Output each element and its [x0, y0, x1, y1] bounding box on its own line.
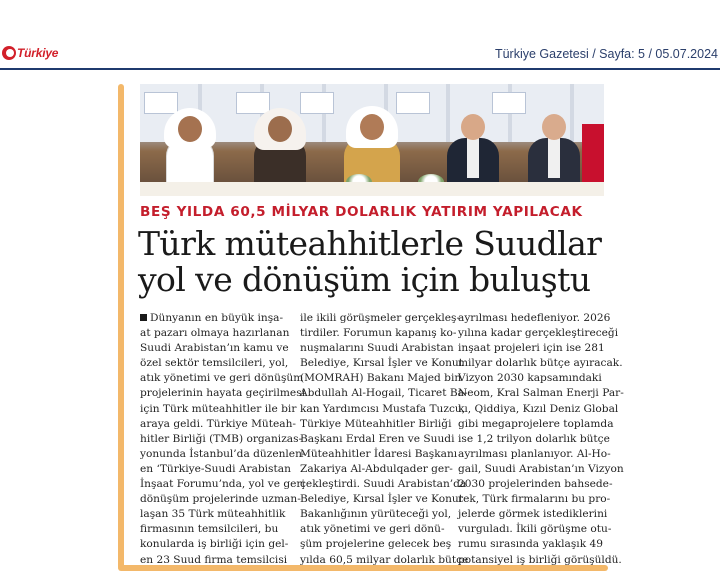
- body-line-text: ayrılması planlanıyor. Al-Ho-: [458, 447, 611, 460]
- body-line-text: en ‘Türkiye-Suudi Arabistan: [140, 462, 291, 475]
- body-line-text: Suudi Arabistan’ın kamu ve: [140, 342, 289, 355]
- photo-person: [160, 98, 220, 188]
- body-line-text: kı, Qiddiya, Kızıl Deniz Global: [458, 402, 619, 415]
- body-line-text: yılına kadar gerçekleştireceği: [458, 327, 619, 340]
- body-line: [300, 311, 461, 326]
- body-line: [140, 447, 306, 462]
- body-line-text: Dünyanın en büyük inşa-: [150, 312, 284, 324]
- body-line-text: Belediye, Kırsal İşler ve Konut: [300, 493, 463, 506]
- body-line: [140, 341, 292, 356]
- body-line: [300, 326, 457, 341]
- body-line-text: rumu sırasında yaklaşık 49: [458, 538, 603, 551]
- body-line-text: milyar dolarlık bütçe ayıracak.: [458, 357, 623, 370]
- body-line-text: Neom, Kral Salman Enerji Par-: [458, 387, 624, 400]
- body-line: [300, 462, 453, 477]
- body-line: [300, 492, 463, 507]
- body-line: [300, 432, 455, 447]
- body-line-text: laşan 35 Türk müteahhitlik: [140, 508, 286, 521]
- page-header: [0, 0, 720, 72]
- body-line: [458, 522, 612, 537]
- newspaper-logo: [2, 46, 58, 60]
- body-line: [300, 386, 468, 401]
- source-line: Türkiye Gazetesi / Sayfa: 5 / 05.07.2024: [494, 47, 718, 61]
- body-line: [140, 477, 305, 492]
- article-kicker: BEŞ YILDA 60,5 MİLYAR DOLARLIK YATIRIM YAPILACAK: [140, 204, 583, 220]
- body-line-text: atık yönetimi ve geri dönü-: [300, 523, 445, 536]
- body-line: [140, 356, 292, 371]
- body-line: [300, 553, 469, 568]
- header-rule: [0, 68, 720, 70]
- body-line: [140, 522, 292, 537]
- body-line: [300, 417, 450, 432]
- body-line: [140, 417, 297, 432]
- body-line-text: özel sektör temsilcileri, yol,: [140, 357, 289, 370]
- body-line: [140, 432, 303, 447]
- body-line-text: ise 1,2 trilyon dolarlık bütçe: [458, 432, 610, 445]
- body-column-2: [300, 311, 469, 568]
- body-line-text: yılda 60,5 milyar dolarlık bütçe: [300, 553, 469, 566]
- body-line: [140, 311, 292, 326]
- body-line-text: Türkiye Müteahhitler Birliği: [300, 417, 452, 430]
- body-line: [300, 507, 450, 522]
- body-line: [300, 402, 466, 417]
- body-line-text: Abdullah Al-Hogail, Ticaret Ba-: [300, 387, 468, 400]
- photo-person: [445, 104, 501, 188]
- body-line: [458, 356, 623, 371]
- body-line-text: ile ikili görüşmeler gerçekleş-: [300, 312, 461, 324]
- body-line: [458, 553, 622, 568]
- body-line: [458, 507, 608, 522]
- body-line-text: gail, Suudi Arabistan’ın Vizyon: [458, 462, 624, 475]
- body-line: [458, 477, 613, 492]
- body-line: [300, 356, 463, 371]
- body-line-text: jelerde görmek istediklerini: [458, 508, 608, 521]
- body-line: [458, 462, 624, 477]
- body-line-text: Zakariya Al-Abdulqader ger-: [300, 462, 453, 475]
- title-line: yol ve dönüşüm için buluştu: [138, 260, 591, 299]
- body-line-text: İnşaat Forumu’nda, yol ve geri: [140, 478, 305, 491]
- article-photo: [140, 84, 604, 196]
- body-line: [140, 553, 292, 568]
- body-line-text: için Türk müteahhitler ile bir: [140, 402, 297, 415]
- body-line: [300, 447, 458, 462]
- body-line-text: Bakanlığının yürüteceği yol,: [300, 508, 452, 521]
- body-line-text: gibi megaprojelere toplamda: [458, 417, 614, 430]
- body-line-text: Başkanı Erdal Eren ve Suudi: [300, 432, 455, 445]
- body-line-text: potansiyel iş birliği görüşüldü.: [458, 553, 622, 566]
- body-line: [458, 326, 619, 341]
- body-line-text: rek, Türk firmalarını bu pro-: [458, 493, 611, 506]
- body-line: [140, 462, 292, 477]
- body-line: [458, 432, 608, 447]
- body-line: [300, 522, 450, 537]
- body-line: [140, 371, 304, 386]
- body-line: [458, 417, 614, 432]
- logo-text: Türkiye: [17, 46, 59, 60]
- body-line: [458, 492, 611, 507]
- body-line-text: nuşmalarını Suudi Arabistan: [300, 342, 454, 355]
- photo-person: [340, 96, 404, 188]
- body-line-text: Vizyon 2030 kapsamındaki: [458, 372, 602, 385]
- body-line: [458, 386, 624, 401]
- body-line: [458, 402, 619, 417]
- body-line-text: ayrılması hedefleniyor. 2026: [458, 312, 611, 324]
- body-line-text: at pazarı olmaya hazırlanan: [140, 327, 290, 340]
- body-line-text: (MOMRAH) Bakanı Majed bin: [300, 372, 462, 385]
- paragraph-start-square-icon: [140, 314, 147, 321]
- body-line-text: inşaat projeleri için ise 281: [458, 342, 605, 355]
- body-line: [458, 371, 608, 386]
- frame-left-border: [118, 84, 124, 570]
- body-line: [300, 537, 450, 552]
- body-column-3: [458, 311, 624, 568]
- body-line-text: çekleştirdi. Suudi Arabistan’da: [300, 478, 467, 491]
- title-line: Türk müteahhitlerle Suudlar: [138, 224, 602, 263]
- photo-table: [140, 182, 604, 196]
- body-line: [458, 447, 611, 462]
- body-line: [300, 341, 454, 356]
- body-line-text: konularda iş birliği için gel-: [140, 538, 289, 551]
- body-line: [140, 402, 297, 417]
- body-line: [140, 326, 292, 341]
- body-line-text: araya geldi. Türkiye Müteah-: [140, 417, 297, 430]
- body-line: [458, 341, 608, 356]
- body-line-text: 2030 projelerinden bahsede-: [458, 478, 613, 491]
- body-line: [458, 311, 611, 326]
- body-line: [458, 537, 608, 552]
- body-line-text: şüm projelerine gelecek beş: [300, 538, 452, 551]
- body-line-text: kan Yardımcısı Mustafa Tuzcu,: [300, 402, 466, 415]
- body-line: [140, 386, 306, 401]
- body-line-text: Belediye, Kırsal İşler ve Konut: [300, 357, 463, 370]
- body-line-text: dönüşüm projelerinde uzman-: [140, 493, 301, 506]
- body-line-text: atık yönetimi ve geri dönüşüm: [140, 372, 304, 385]
- article-title: [138, 226, 612, 298]
- body-line: [300, 477, 467, 492]
- logo-mark-icon: [2, 46, 16, 60]
- photo-person: [250, 98, 310, 188]
- body-column-1: [140, 311, 306, 568]
- body-line: [140, 492, 301, 507]
- body-line-text: hitler Birliği (TMB) organizas-: [140, 432, 303, 445]
- body-line-text: vurguladı. İkili görüşme otu-: [458, 523, 612, 536]
- body-line: [140, 507, 292, 522]
- body-line-text: firmasının temsilcileri, bu: [140, 523, 279, 536]
- body-line: [140, 537, 292, 552]
- body-line-text: Müteahhitler İdaresi Başkanı: [300, 447, 458, 460]
- body-line-text: tirdiler. Forumun kapanış ko-: [300, 327, 457, 340]
- body-line-text: en 23 Suud firma temsilcisi: [140, 553, 288, 566]
- body-line: [300, 371, 462, 386]
- body-line-text: yonunda İstanbul’da düzenlen-: [140, 447, 306, 460]
- body-line-text: projelerinin hayata geçirilmesi: [140, 387, 306, 400]
- photo-person: [526, 104, 582, 188]
